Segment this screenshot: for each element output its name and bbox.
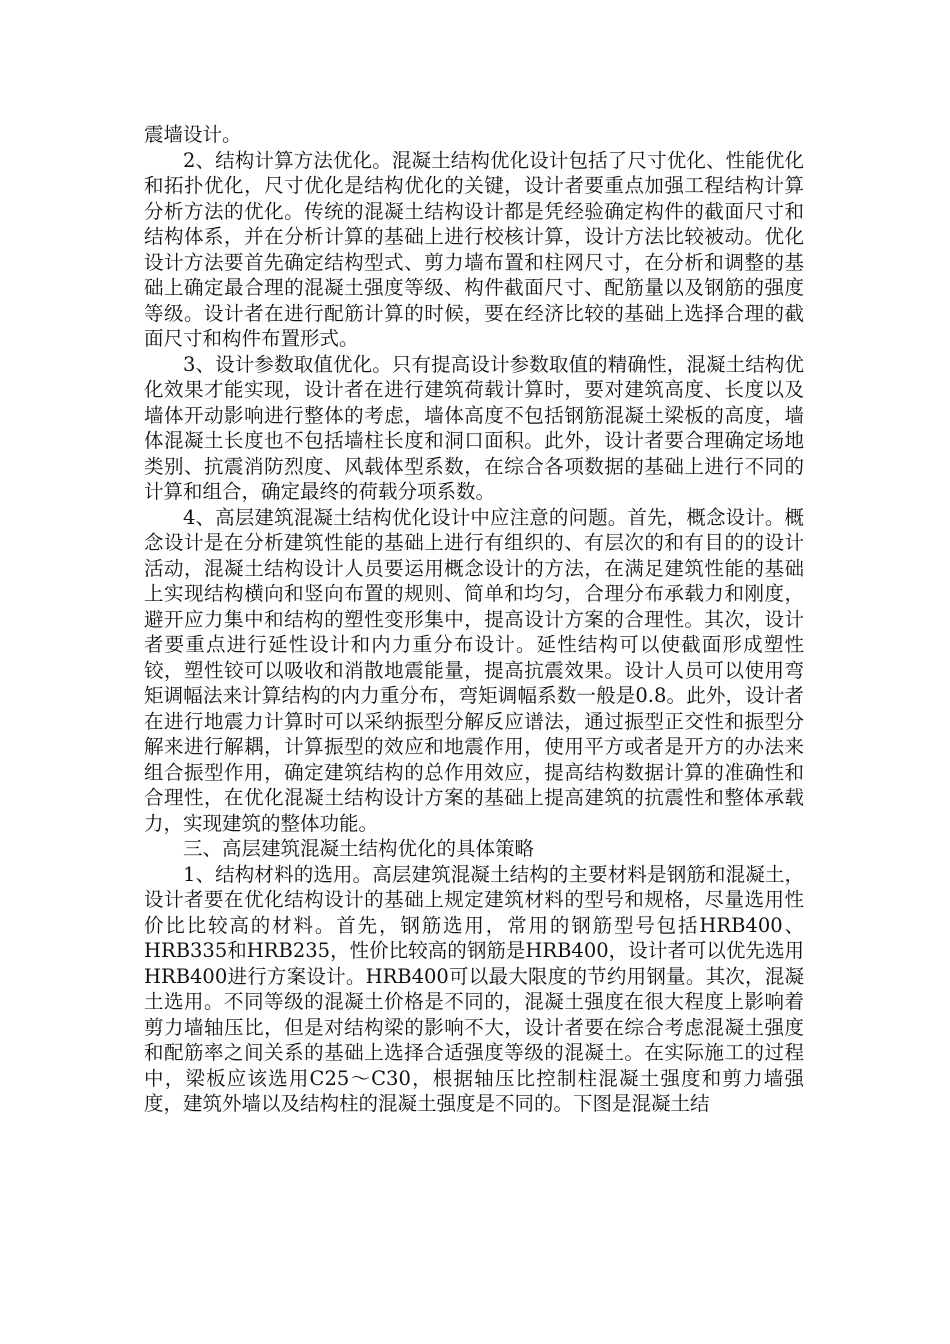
- paragraph-calculation-method: 2、结构计算方法优化。混凝土结构优化设计包括了尺寸优化、性能优化和拓扑优化，尺寸优化是结构优化的关键，设计者要重点加强工程结构计算分析方法的优化。传统的混凝土结构设计都是凭经验确定构件的截面尺寸和结构体系，并在分析计算的基础上进行校核计算，设计方法比较被动。优化设计方法要首先确定结构型式、剪力墙布置和柱网尺寸，在分析和调整的基础上确定最合理的混凝土强度等级、构件截面尺寸、配筋量以及钢筋的强度等级。设计者在进行配筋计算的时候，要在经济比较的基础上选择合理的截面尺寸和构件布置形式。: [144, 148, 804, 350]
- document-page: [144, 122, 804, 1117]
- paragraph-design-parameters: 3、设计参数取值优化。只有提高设计参数取值的精确性，混凝土结构优化效果才能实现，设计者在进行建筑荷载计算时，要对建筑高度、长度以及墙体开动影响进行整体的考虑，墙体高度不包括钢筋混凝土梁板的高度，墙体混凝土长度也不包括墙柱长度和洞口面积。此外，设计者要合理确定场地类别、抗震消防烈度、风载体型系数，在综合各项数据的基础上进行不同的计算和组合，确定最终的荷载分项系数。: [144, 352, 804, 503]
- paragraph-material-selection: 1、结构材料的选用。高层建筑混凝土结构的主要材料是钢筋和混凝土，设计者要在优化结构设计的基础上规定建筑材料的型号和规格，尽量选用性价比比较高的材料。首先，钢筋选用，常用的钢筋型号包括HRB400、HRB335和HRB235，性价比较高的钢筋是HRB400，设计者可以优先选用HRB400进行方案设计。HRB400可以最大限度的节约用钢量。其次，混凝土选用。不同等级的混凝土价格是不同的，混凝土强度在很大程度上影响着剪力墙轴压比，但是对结构梁的影响不大，设计者要在综合考虑混凝土强度和配筋率之间关系的基础上选择合适强度等级的混凝土。在实际施工的过程中，梁板应该选用C25～C30，根据轴压比控制柱混凝土强度和剪力墙强度，建筑外墙以及结构柱的混凝土强度是不同的。下图是混凝土结: [144, 862, 804, 1115]
- paragraph-design-issues: 4、高层建筑混凝土结构优化设计中应注意的问题。首先，概念设计。概念设计是在分析建筑性能的基础上进行有组织的、有层次的和有目的的设计活动，混凝土结构设计人员要运用概念设计的方法，在满足建筑性能的基础上实现结构横向和竖向布置的规则、简单和均匀，合理分布承载力和刚度，避开应力集中和结构的塑性变形集中，提高设计方案的合理性。其次，设计者要重点进行延性设计和内力重分布设计。延性结构可以使截面形成塑性铰，塑性铰可以吸收和消散地震能量，提高抗震效果。设计人员可以使用弯矩调幅法来计算结构的内力重分布，弯矩调幅系数一般是0.8。此外，设计者在进行地震力计算时可以采纳振型分解反应谱法，通过振型正交性和振型分解来进行解耦，计算振型的效应和地震作用，使用平方或者是开方的办法来组合振型作用，确定建筑结构的总作用效应，提高结构数据计算的准确性和合理性，在优化混凝土结构设计方案的基础上提高建筑的抗震性和整体承载力，实现建筑的整体功能。: [144, 505, 804, 835]
- section-heading: 三、高层建筑混凝土结构优化的具体策略: [183, 837, 535, 860]
- paragraph-continuation: 震墙设计。: [144, 123, 242, 146]
